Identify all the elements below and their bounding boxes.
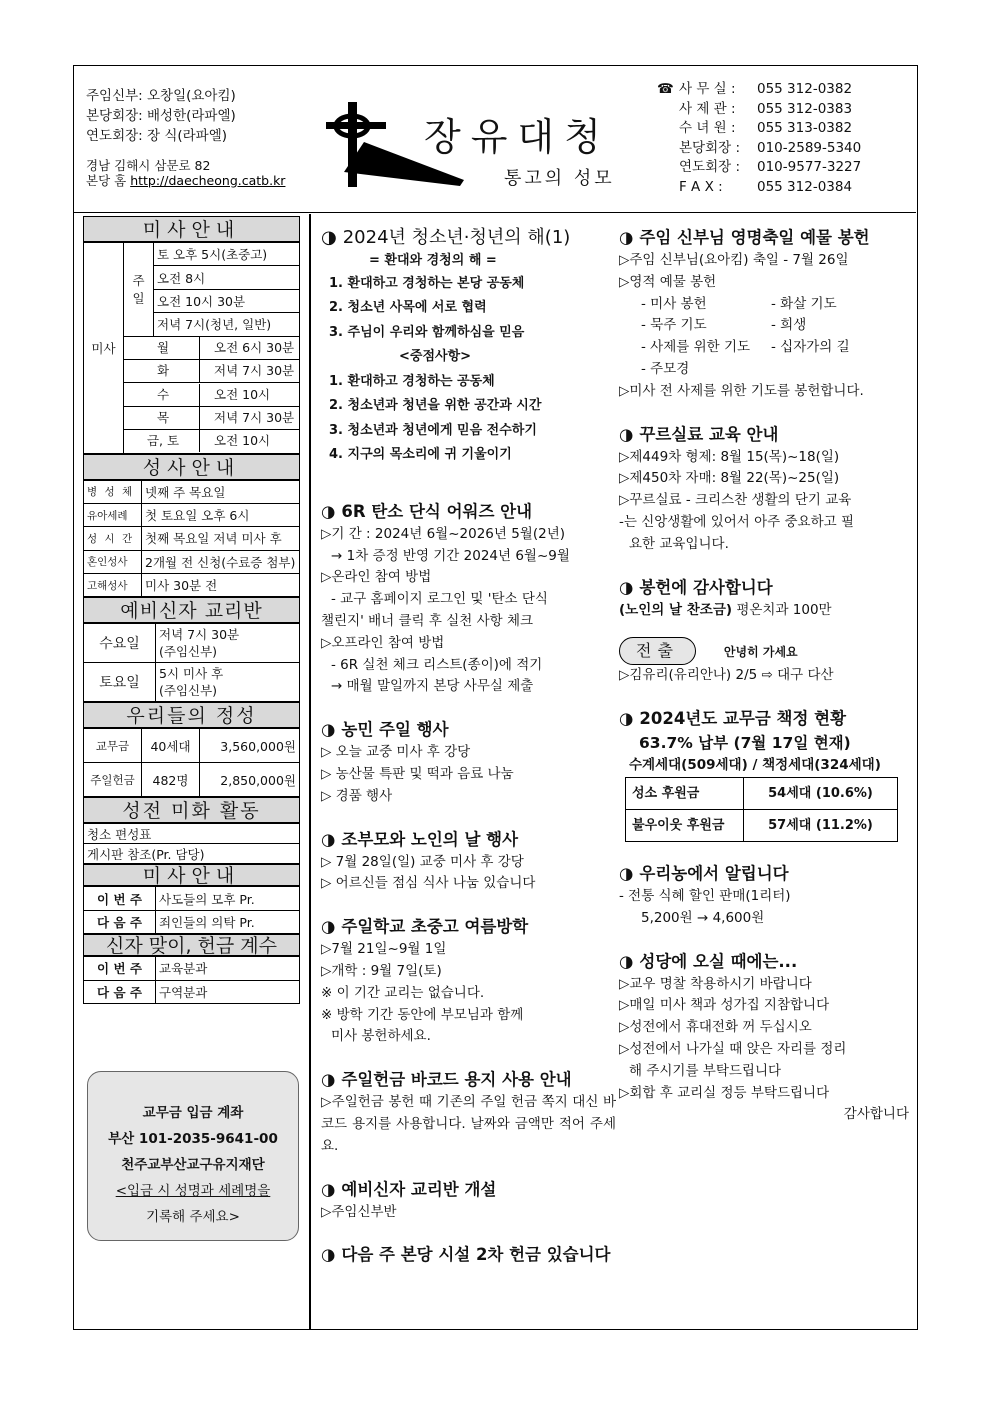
barcode-heading [321,1068,616,1092]
pastor-line: 주임신부: 오창일(요아킴) [86,88,236,104]
weekday-mass [124,359,300,382]
sunday-mass-time: 오전 8시 [154,266,300,289]
visit-title: 성당에 오실 때에는... [639,951,798,971]
cursillo-line: ▷제450차 자매: 8월 22(목)~25(일) [619,470,840,487]
middle-column [321,226,616,1267]
farm-line: 5,200원 → 4,600원 [641,909,765,926]
contact-key: 사 제 관 : [679,100,736,117]
carbon-body [321,524,616,698]
sacrament-value: 2개월 전 신청(수료증 첨부) [142,550,300,573]
tithe-households: 수계세대(509세대) / 책정세대(324세대) [629,757,881,774]
visit-thanks: 감사합니다 [843,1106,909,1123]
youth-year-title: 2024년 청소년·청년의 해(1) [342,227,571,248]
next-week-heading [321,1243,616,1267]
contact-value: 055 312-0382 [757,81,853,97]
weekday-mass [124,430,300,453]
parish-president-line: 본당회장: 배성한(라파엘) [86,108,236,124]
elder-line: ▷ 어르신들 점심 식사 나눔 있습니다 [321,875,536,892]
contact-value: 055 312-0383 [757,100,853,117]
cursillo-title: 꾸르실료 교육 안내 [639,424,779,444]
account-holder: 천주교부산교구유지재단 [121,1157,265,1173]
half-circle-icon: ◑ [321,1179,336,1199]
committee-name: 교육분과 [156,957,300,980]
beautify-line: 게시판 참조(Pr. 담당) [84,844,300,864]
youth-year-heading [321,226,616,250]
cursillo-heading [619,423,909,447]
catechumen-time-line: 5시 미사 후 [159,666,224,682]
weekday-time: 오전 6시 30분 [199,337,294,359]
address: 경남 김해시 삼문로 82 [86,158,211,173]
cursillo-line: ▷제449차 형제: 8월 15(목)~18(일) [619,448,840,465]
spiritual-gift: - 화살 기도 [771,295,837,312]
half-circle-icon: ◑ [619,951,634,971]
fund-label: 성소 후원금 [626,777,744,809]
catechumen-title: 예비신자 교리반 [83,597,300,623]
weekday-label: 월 [156,339,170,355]
visit-line: ▷성전에서 휴대전화 꺼 두십시오 [619,1019,812,1036]
farm-title: 우리농에서 알립니다 [639,863,789,883]
homepage-label: 본당 홈 [86,173,127,188]
sunday-mass-time: 오전 10시 30분 [154,289,300,312]
cursillo-line: ▷꾸르실료 - 크리스찬 생활의 단기 교육 [619,492,852,509]
youth-point: 2. 청소년과 청년을 위한 공간과 시간 [329,398,542,414]
farewell-script: 안녕히 가세요 [723,645,798,660]
bulletin-frame [73,65,918,1330]
catechumen-priest: (주임신부) [159,644,218,660]
sacrament-label: 혼인성사 [84,550,142,573]
account-number: 부산 101-2035-9641-00 [108,1131,278,1147]
school-line: ▷7월 21일~9월 1일 [321,941,447,958]
visit-line: ▷성전에서 나가실 때 앉은 자리를 정리 [619,1040,847,1057]
weekday-label: 목 [156,409,170,425]
farm-line: - 전통 식혜 할인 판매(1리터) [619,887,791,904]
next-week-title: 다음 주 본당 시설 2차 헌금 있습니다 [341,1245,611,1265]
sunday-mass-time: 토 오후 5시(초중고) [154,243,300,266]
contact-value: 010-2589-5340 [757,139,862,156]
contact-row [657,158,861,178]
catechumen-open-heading [321,1178,616,1202]
contact-row [657,119,861,139]
barcode-body: ▷주일헌금 봉헌 때 기존의 주일 헌금 쪽지 대신 바코드 용지를 사용합니다. 날짜와 금액만 적어 주세요. [321,1094,616,1154]
contact-key: 사 무 실 : [679,81,736,97]
feast-line: ▷미사 전 사제를 위한 기도를 봉헌합니다. [619,382,864,399]
thanks-occasion: (노인의 날 찬조금) [619,601,733,618]
spiritual-gift: - 미사 봉헌 [641,295,707,312]
youth-goal: 3. 주님이 우리와 함께하심을 믿음 [329,324,525,340]
farmer-title: 농민 주일 행사 [341,720,449,740]
tithe-table [625,777,898,842]
feast-title: 주임 신부님 영명축일 예물 봉헌 [639,228,870,247]
contact-value: 055 312-0384 [757,178,853,195]
half-circle-icon: ◑ [321,501,336,521]
visit-line: 해 주시기를 부탁드립니다 [629,1062,782,1079]
header [74,66,916,213]
weekday-time: 오전 10시 [199,384,270,406]
contact-value: 055 313-0382 [757,120,853,136]
half-circle-icon: ◑ [321,1070,336,1090]
elder-heading [321,828,616,852]
thanks-line [619,600,909,622]
sacrament-value: 넷째 주 목요일 [142,480,300,503]
column-divider [309,214,311,1329]
contact-row [657,100,861,120]
carbon-line: → 매월 말일까지 본당 사무실 제출 [331,678,534,695]
visit-line: ▷매일 미사 책과 성가집 지참합니다 [619,997,830,1014]
greeting-title: 신자 맞이, 헌금 계수 [83,934,300,956]
farm-heading [619,862,909,886]
weekday-label: 화 [156,363,170,379]
mass-column-label: 미사 [84,243,124,454]
half-circle-icon: ◑ [619,424,634,444]
youth-goal: 1. 환대하고 경청하는 본당 공동체 [329,275,525,291]
spiritual-gifts [619,294,909,381]
school-line: 미사 봉헌하세요. [331,1028,431,1045]
mass-guide-title: 미사안내 [83,216,300,242]
school-heading [321,915,616,939]
contact-key: 연도회장 : [679,159,741,175]
fund-value: 57세대 (11.2%) [744,809,898,841]
account-note: <입금 시 성명과 세례명을 [115,1183,271,1199]
school-title: 주일학교 초중고 여름방학 [341,917,529,937]
farewell-line: ▷김유리(유리안나) 2/5 ⇨ 대구 다산 [619,667,834,684]
carbon-title: 6R 탄소 단식 어워즈 안내 [341,501,533,521]
catechumen-table [83,623,300,702]
weekday-time: 저녁 7시 30분 [199,360,294,382]
weekday-mass [124,336,300,359]
half-circle-icon: ◑ [619,577,634,597]
offering-label: 주일헌금 [84,763,142,797]
sacrament-value: 첫째 목요일 저녁 미사 후 [142,527,300,550]
carbon-line: ▷기 간 : 2024년 6월~2026년 5월(2년) [321,525,565,542]
half-circle-icon: ◑ [321,1245,336,1265]
spiritual-gift: - 희생 [771,317,807,334]
sacrament-label: 병 성 체 [84,480,142,503]
catechumen-time [156,663,300,702]
week-label: 이 번 주 [84,887,156,910]
farmer-line: ▷ 경품 행사 [321,787,393,804]
spiritual-gift: - 사제를 위한 기도 [641,339,751,356]
carbon-heading [321,500,616,524]
catechumen-open-title: 예비신자 교리반 개설 [341,1179,497,1199]
carbon-line: ▷오프라인 참여 방법 [321,634,445,651]
praesidium-name: 사도들의 모후 Pr. [156,887,300,910]
contact-key: 수 녀 원 : [679,120,736,136]
half-circle-icon: ◑ [321,227,337,248]
catechumen-open-line: ▷주임신부반 [321,1203,397,1220]
account-note-2: 기록해 주세요> [146,1209,240,1225]
contact-key: 본당회장 : [679,139,741,156]
sacrament-label: 유아세례 [84,503,142,526]
school-line: ※ 방학 기간 동안에 부모님과 함께 [321,1006,524,1023]
mass-guide2-title: 미사안내 [83,864,300,886]
sacrament-label: 고해성사 [84,574,142,597]
yeondo-president-line: 연도회장: 장 식(라파엘) [86,128,228,144]
sunday-label: 주일 [124,243,154,337]
spiritual-gift: - 묵주 기도 [641,317,707,334]
thanks-donor: 평온치과 100만 [732,601,832,618]
carbon-line: ▷온라인 참여 방법 [321,569,432,586]
tithe-title: 2024년도 교무금 책정 현황 [639,709,847,729]
school-line: ▷개학 : 9월 7일(토) [321,962,442,979]
weekday-time: 오전 10시 [199,430,270,452]
catechumen-time-line: 저녁 7시 30분 [159,627,240,643]
sacrament-value: 미사 30분 전 [142,574,300,597]
farmer-heading [321,718,616,742]
contact-row [657,139,861,159]
spiritual-gift: - 십자가의 길 [771,339,850,356]
fund-label: 불우이웃 후원금 [626,809,744,841]
praesidium-name: 죄인들의 의탁 Pr. [156,910,300,933]
weekday-mass [124,406,300,429]
tithe-heading [619,707,909,731]
youth-focus-label: <중점사항> [399,349,472,365]
half-circle-icon: ◑ [619,863,634,883]
mass-guide2-table [83,886,300,934]
half-circle-icon: ◑ [321,829,336,849]
youth-goal: 2. 청소년 사목에 서로 협력 [329,300,487,316]
youth-goals [321,272,616,468]
beautify-table [83,823,300,864]
farmer-line: ▷ 농산물 특판 및 떡과 음료 나눔 [321,765,514,782]
week-label: 다 음 주 [84,910,156,933]
catechumen-day: 수요일 [84,624,156,663]
half-circle-icon: ◑ [321,917,336,937]
account-title: 교무금 입금 계좌 [142,1105,244,1121]
parish-subtitle: 통고의 성모 [504,168,615,189]
contact-row [657,80,861,100]
visit-line: ▷회합 후 교리실 정등 부탁드립니다 [619,1084,830,1101]
week-label: 이 번 주 [84,957,156,980]
spiritual-gift [771,359,901,381]
tithe-percent: 63.7% 납부 (7월 17일 현재) [639,734,851,753]
contact-value: 010-9577-3227 [757,159,862,175]
feast-line: ▷영적 예물 봉헌 [619,273,717,290]
half-circle-icon: ◑ [321,720,336,740]
weekday-mass [124,383,300,406]
phone-icon: ☎ [657,81,674,97]
offering-amount: 2,850,000원 [200,763,300,797]
youth-year-subtitle: = 환대와 경청의 해 = [369,253,497,268]
sunday-mass-time: 저녁 7시(청년, 일반) [154,313,300,336]
farewell-heading [619,637,909,665]
carbon-line: → 1차 증정 반영 기간 2024년 6월~9월 [331,547,570,564]
cursillo-line: -는 신앙생활에 있어서 아주 중요하고 필 [619,513,854,530]
homepage-link[interactable]: http://daecheong.catb.kr [130,173,286,188]
offering-title: 우리들의 정성 [83,702,300,728]
youth-point: 4. 지구의 목소리에 귀 기울이기 [329,447,512,463]
sidebar [83,216,300,1004]
half-circle-icon: ◑ [619,228,634,247]
offering-count: 40세대 [142,729,200,763]
contact-key: F A X : [679,178,723,195]
feast-line: ▷주임 신부님(요아킴) 축일 - 7월 26일 [619,252,849,268]
catechumen-priest: (주임신부) [159,683,218,699]
spiritual-gift: - 주모경 [641,360,690,377]
thanks-heading [619,576,909,600]
visit-line: ▷교우 명찰 착용하시기 바랍니다 [619,975,812,992]
feast-heading [619,226,909,250]
offering-table [83,728,300,797]
homepage [86,173,285,188]
week-label: 다 음 주 [84,980,156,1003]
sacrament-label: 성 시 간 [84,527,142,550]
catechumen-time [156,624,300,663]
catechumen-day: 토요일 [84,663,156,702]
cursillo-line: 요한 교육입니다. [629,535,729,552]
youth-point: 1. 환대하고 경청하는 공동체 [329,373,495,389]
carbon-line: - 교구 홈페이지 로그인 및 '탄소 단식 [331,591,548,608]
mass-schedule-table [83,242,300,454]
clergy-info [86,86,285,188]
sacrament-guide-title: 성사안내 [83,454,300,480]
farewell-label: 전출 [619,637,696,665]
sacrament-value: 첫 토요일 오후 6시 [142,503,300,526]
sacrament-table [83,480,300,598]
contact-row [657,178,861,198]
weekday-label: 금, 토 [146,433,180,449]
elder-line: ▷ 7월 28일(일) 교중 미사 후 강당 [321,853,524,870]
thanks-title: 봉헌에 감사합니다 [639,577,773,597]
carbon-line: - 6R 실천 체크 리스트(종이)에 적기 [331,656,543,673]
offering-amount: 3,560,000원 [200,729,300,763]
weekday-label: 수 [156,386,170,402]
contacts [657,80,861,197]
address-block [86,158,285,188]
fund-value: 54세대 (10.6%) [744,777,898,809]
barcode-title: 주일헌금 바코드 용지 사용 안내 [341,1070,572,1090]
parish-title: 장유대청 [424,115,611,159]
offering-count: 482명 [142,763,200,797]
elder-title: 조부모와 노인의 날 행사 [341,829,519,849]
beautify-line: 청소 편성표 [84,824,300,844]
weekday-time: 저녁 7시 30분 [199,407,294,429]
beautify-title: 성전 미화 활동 [83,797,300,823]
school-line: ※ 이 기간 교리는 없습니다. [321,984,485,1001]
committee-name: 구역분과 [156,980,300,1003]
visit-heading [619,950,909,974]
youth-point: 3. 청소년과 청년에게 믿음 전수하기 [329,422,537,438]
offering-label: 교무금 [84,729,142,763]
half-circle-icon: ◑ [619,709,634,729]
right-column [619,226,909,1126]
account-box [87,1071,299,1241]
farmer-line: ▷ 오늘 교중 미사 후 강당 [321,744,471,761]
greeting-table [83,956,300,1004]
carbon-line: 챌린지' 배너 클릭 후 실천 사항 체크 [321,612,534,629]
